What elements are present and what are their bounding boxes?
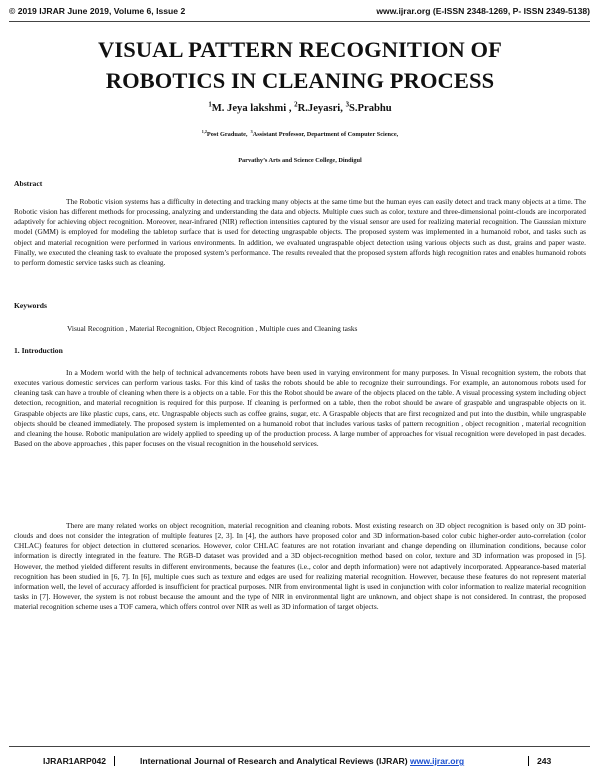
author-2: R.Jeyasri,	[297, 103, 343, 114]
author-2-marker: 2	[294, 101, 298, 109]
affiliation-marker-2: 3	[250, 128, 253, 134]
footer-page-number: 243	[528, 756, 551, 766]
affiliation-role-2: Assistant Professor, Department of Computer Science,	[252, 131, 399, 138]
title-line-2: ROBOTICS IN CLEANING PROCESS	[105, 68, 495, 93]
running-header	[0, 6, 600, 20]
footer-journal	[140, 756, 464, 766]
author-list	[0, 103, 600, 114]
affiliation-role-1: Post Graduate,	[206, 131, 248, 138]
introduction-paragraph-2: There are many related works on object recognition, material recognition and cleaning robots. Most existing research on 3D object recognition is based only on 3D point-clouds and does not consider the integration of multiple features [2, 3]. In [4], the authors have proposed color and 3D information-based color cubic higher-order auto-correlation (color CHLAC) features for object detection in cluttered scenarios. However, color CHLAC features are not rotation invariant and change depending on illumination conditions, because color information is directly integrated in the feature. The RGB-D dataset was provided and a 3D object-recognition method based on color, texture and 3D information was proposed in [5]. However, the method yielded different results in different environments, because the features (i.e., color and depth information) were not adaptively incorporated. Appearance-based material recognition has been studied in [6, 7]. In [6], multiple cues such as texture and edges are used for realizing material recognition. However, because these features do not represent material information well, the level of accuracy afforded is insufficient for practical purposes. NIR from environmental light is used in conjunction with color information to realize material recognition tasks in [7]. However, the system is not robust because the amount and the type of NIR in environmental light are unknown, and object shape is not considered. In contrast, the proposed material recognition scheme uses a TOF camera, which offers control over NIR as well as 3D information of target objects.	[14, 521, 586, 612]
title-line-1: VISUAL PATTERN RECOGNITION OF	[98, 37, 502, 62]
introduction-paragraph-1: In a Modern world with the help of technical advancements robots have been used in varying environment for many purposes. In Visual recognition system, the robots that executes various domestic services can perform various tasks. For this kind of tasks the robots should be able to recognize their surroundings. For example, an autonomous robots used for cleaning task can have a trouble of cleaning when there is a objects on a table. For this the Robot should be aware of the objects placed on the table. A visual processing system including object detection, recognition, and material recognition is required for this purpose. If cleaning is performed on a table, then the robot should be aware of graspable and ungraspable objects on it. Graspable objects are like plastic cups, cans, etc. Ungraspable objects such as coffee grains, sugar, etc. A Graspable objects that are first recognized and put into the dustbin, while ungraspable objects should be cleaned immediately. The proposed system is implemented on a humanoid robot that includes various tasks of pattern recognition , object recognition , material recognition and cleaning the house. Robotic manipulation are widely applied to speeding up of the production process. A large number of approaches for visual recognition were developed in past decades. Based on the above approaches , this paper focuses on the visual recognition in the household services.	[14, 368, 586, 449]
paper-title	[20, 34, 580, 96]
abstract-heading: Abstract	[14, 179, 43, 188]
author-1-marker: 1	[208, 101, 212, 109]
header-issue-info: © 2019 IJRAR June 2019, Volume 6, Issue 2	[9, 6, 186, 16]
header-rule	[9, 21, 590, 22]
keywords-text: Visual Recognition , Material Recognition, Object Recognition , Multiple cues and Cleaning tasks	[67, 324, 358, 333]
author-3-marker: 3	[345, 101, 349, 109]
introduction-heading: 1. Introduction	[14, 346, 63, 355]
affiliation-marker-1: 1,2	[201, 128, 207, 134]
abstract-text: The Robotic vision systems has a difficulty in detecting and tracking many objects at the same time but the human eyes can easily detect and track many objects at a time. The Robotic vision has different methods for processing, analyzing and understanding the data and objects. Multiple cues such as color, texture and three-dimensional point-clouds are incorporated adaptively for achieving object recognition. Moreover, near-infrared (NIR) reflection intensities captured by the visual sensor are used for realizing material recognition. The Gaussian mixture model (GMM) is employed for modeling the tabletop surface that is used for detecting ungraspable objects. The proposed system was implemented in a humanoid robot, and tasks such as object and material recognition were performed in various environments. In addition, we evaluated ungraspable object detection using various objects such as dust, grains and paper waste. Finally, we executed the cleaning task to evaluate the proposed system’s performance. The results revealed that the proposed system affords high recognition rates and enables humanoid robots to perform domestic service tasks such as cleaning.	[14, 197, 586, 267]
author-1: M. Jeya lakshmi ,	[211, 103, 292, 114]
footer-journal-name: International Journal of Research and Analytical Reviews (IJRAR)	[140, 756, 408, 766]
author-3: S.Prabhu	[349, 103, 392, 114]
affiliation-institution: Parvathy’s Arts and Science College, Dindigul	[238, 157, 362, 164]
footer-paper-id: IJRAR1ARP042	[43, 756, 115, 766]
page-footer	[0, 746, 600, 776]
header-website-issn: www.ijrar.org (E-ISSN 2348-1269, P- ISSN 2349-5138)	[376, 6, 590, 16]
footer-journal-link[interactable]: www.ijrar.org	[409, 756, 465, 766]
affiliation-roles	[0, 128, 600, 138]
keywords-heading: Keywords	[14, 301, 47, 310]
